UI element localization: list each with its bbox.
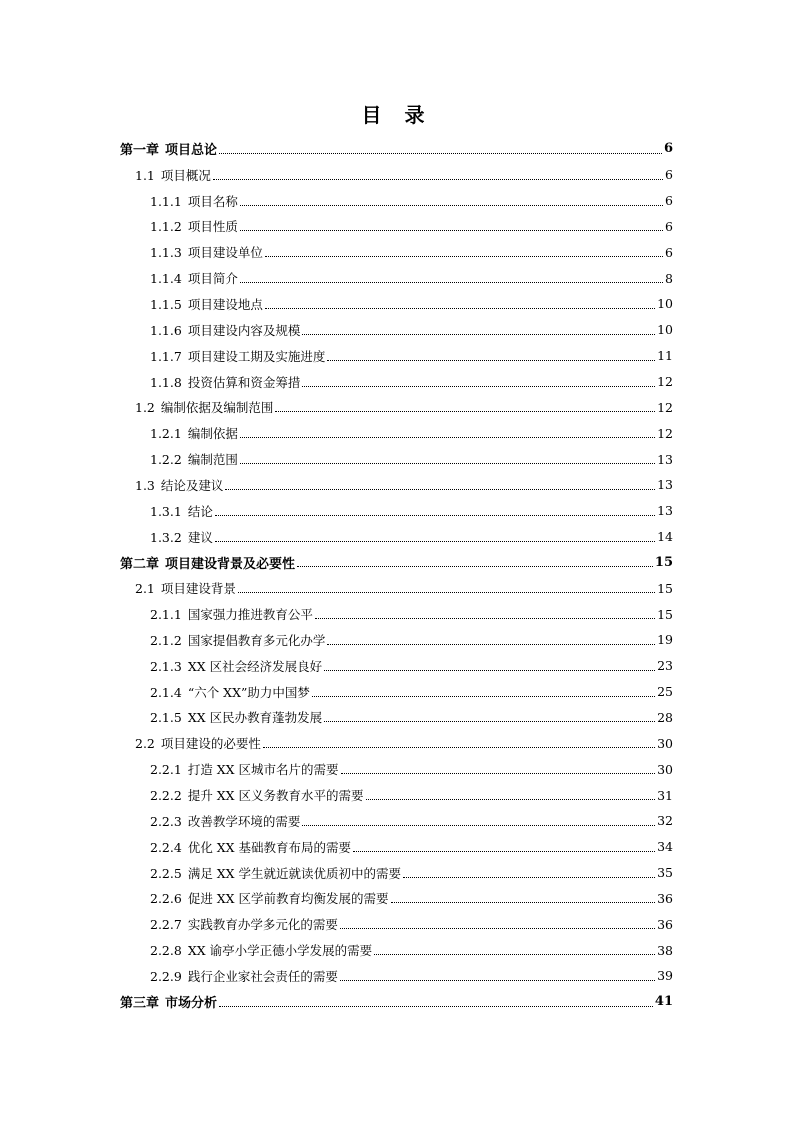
toc-entry-number: 2.2 [135,736,155,752]
toc-entry[interactable] [120,860,673,886]
dot-leader [324,669,655,671]
toc-page-number: 6 [665,167,673,183]
dot-leader [240,229,663,231]
toc-entry[interactable] [120,730,673,756]
toc-page-number: 12 [657,374,673,390]
toc-page-number: 34 [657,839,673,855]
toc-entry[interactable] [120,188,673,214]
dot-leader [302,333,655,335]
toc-entry-text: 投资估算和资金筹措 [187,374,301,390]
toc-entry-label [150,889,389,907]
toc-page-number: 10 [657,322,673,338]
toc-entry-text: 项目建设工期及实施进度 [187,348,326,364]
toc-entry-label [150,502,213,520]
toc-entry-number: 第三章 [120,996,160,1012]
dot-leader [219,152,662,154]
toc-entry-number: 2.2.5 [150,865,182,881]
toc-entry-number: 2.2.1 [150,762,182,778]
toc-page-number: 38 [657,942,673,958]
toc-entry-text: 践行企业家社会责任的需要 [187,968,338,984]
toc-entry-number: 1.1.6 [150,322,182,338]
dot-leader [302,824,655,826]
toc-entry-number: 1.3.1 [150,503,182,519]
dot-leader [297,565,653,567]
toc-entry-number: 2.1.5 [150,710,182,726]
toc-entry-text: 项目建设单位 [187,245,263,261]
toc-entry-label [150,605,313,623]
toc-page-number: 11 [657,348,673,364]
toc-entry-text: 优化 XX 基础教育布局的需要 [187,839,352,855]
toc-chapter-entry[interactable] [120,136,673,162]
toc-entry-label [150,631,325,649]
dot-leader [238,591,655,593]
toc-entry-text: 结论 [187,503,213,519]
toc-entry-text: 建议 [187,529,213,545]
toc-entry-label [150,812,300,830]
toc-page-number: 12 [657,425,673,441]
toc-page-number: 31 [657,787,673,803]
dot-leader [263,746,655,748]
toc-entry-number: 2.1.2 [150,632,182,648]
toc-entry-number: 1.1.2 [150,219,182,235]
toc-entry-text: 项目建设的必要性 [160,736,261,752]
toc-entry-text: 编制依据及编制范围 [160,400,274,416]
toc-entry-label [135,734,261,752]
toc-entry[interactable] [120,524,673,550]
toc-entry-label [135,166,211,184]
toc-entry[interactable] [120,343,673,369]
dot-leader [215,514,655,516]
toc-entry-text: XX 区社会经济发展良好 [187,658,323,674]
toc-entry-text: “六个 XX”助力中国梦 [187,684,310,700]
toc-entry[interactable] [120,911,673,937]
toc-entry-number: 2.2.6 [150,891,182,907]
toc-entry-label [150,373,300,391]
toc-entry-label [150,347,325,365]
toc-entry-text: 编制范围 [187,452,238,468]
toc-entry-number: 1.2.2 [150,452,182,468]
toc-entry-label [150,967,338,985]
toc-entry-number: 1.1.4 [150,271,182,287]
toc-entry-text: 促进 XX 区学前教育均衡发展的需要 [187,891,389,907]
dot-leader [341,772,656,774]
toc-page-number: 13 [657,451,673,467]
toc-page-number: 30 [657,761,673,777]
dot-leader [240,436,655,438]
toc-entry[interactable] [120,834,673,860]
toc-entry-text: 市场分析 [165,996,218,1012]
toc-entry-number: 1.1.3 [150,245,182,261]
toc-entry-text: 满足 XX 学生就近就读优质初中的需要 [187,865,402,881]
toc-page-number: 13 [657,503,673,519]
dot-leader [219,1005,653,1007]
toc-entry[interactable] [120,601,673,627]
toc-entry[interactable] [120,265,673,291]
toc-entry-label [150,864,401,882]
toc-entry[interactable] [120,653,673,679]
toc-entry-text: 提升 XX 区义务教育水平的需要 [187,788,364,804]
toc-chapter-entry[interactable] [120,989,673,1015]
toc-entry[interactable] [120,420,673,446]
toc-entry-number: 2.2.8 [150,943,182,959]
toc-entry-number: 1.1 [135,167,155,183]
toc-entry-label [150,528,213,546]
toc-entry-number: 1.1.1 [150,193,182,209]
toc-page-number: 41 [654,994,673,1010]
toc-entry[interactable] [120,394,673,420]
toc-entry-label [150,708,322,726]
toc-page-number: 36 [657,916,673,932]
toc-entry-number: 1.3.2 [150,529,182,545]
toc-entry-label [120,139,217,158]
toc-entry[interactable] [120,162,673,188]
toc-entry-text: 项目建设背景及必要性 [165,556,296,572]
document-title: 目 录 [361,103,433,127]
toc-entry-text: 打造 XX 区城市名片的需要 [187,762,339,778]
toc-entry-label [150,321,300,339]
toc-page-number: 19 [657,632,673,648]
toc-entry-number: 第一章 [120,143,160,159]
dot-leader [275,410,655,412]
toc-entry-number: 2.2.2 [150,788,182,804]
dot-leader [240,462,655,464]
toc-entry-label [150,424,238,442]
toc-entry[interactable] [120,756,673,782]
dot-leader [366,798,656,800]
dot-leader [225,488,655,490]
toc-entry-number: 2.1.3 [150,658,182,674]
toc-entry-number: 1.2.1 [150,426,182,442]
toc-entry-text: 项目建设背景 [160,581,236,597]
toc-page-number: 23 [657,658,673,674]
dot-leader [327,359,655,361]
toc-page-number: 6 [663,141,673,157]
toc-page-number: 6 [665,193,673,209]
toc-page-number: 6 [665,244,673,260]
toc-page-number: 12 [657,399,673,415]
toc-entry[interactable] [120,705,673,731]
toc-entry-label [150,915,338,933]
toc-entry-number: 2.1.1 [150,607,182,623]
toc-entry-text: 国家提倡教育多元化办学 [187,632,326,648]
toc-page-number: 32 [657,813,673,829]
toc-page-number: 15 [657,580,673,596]
toc-entry-label [135,398,273,416]
dot-leader [340,979,655,981]
toc-entry-label [150,243,263,261]
toc-entry[interactable] [120,291,673,317]
toc-entry[interactable] [120,575,673,601]
toc-entry-label [150,683,310,701]
toc-page-number: 10 [657,296,673,312]
toc-entry[interactable] [120,239,673,265]
dot-leader [391,901,656,903]
dot-leader [312,695,655,697]
toc-page-number: 15 [657,606,673,622]
toc-entry-number: 1.3 [135,477,155,493]
dot-leader [240,281,663,283]
toc-entry[interactable] [120,937,673,963]
dot-leader [240,204,663,206]
toc-entry[interactable] [120,808,673,834]
toc-entry-number: 2.2.4 [150,839,182,855]
toc-entry[interactable] [120,446,673,472]
dot-leader [213,178,663,180]
dot-leader [340,927,655,929]
toc-entry-label [135,476,223,494]
toc-entry-number: 第二章 [120,556,160,572]
toc-entry-text: XX 区民办教育蓬勃发展 [187,710,323,726]
toc-entry-label [150,450,238,468]
toc-entry-text: 编制依据 [187,426,238,442]
toc-entry-label [150,838,351,856]
toc-entry-text: 项目名称 [187,193,238,209]
toc-entry-label [150,786,364,804]
toc-page-number: 25 [657,684,673,700]
toc-entry-number: 2.2.7 [150,917,182,933]
toc-page-number: 14 [657,529,673,545]
toc-entry-number: 1.2 [135,400,155,416]
toc-page-number: 8 [665,270,673,286]
toc-entry-label [150,760,339,778]
toc-entry[interactable] [120,679,673,705]
toc-entry-label [135,579,236,597]
toc-entry[interactable] [120,317,673,343]
dot-leader [324,720,655,722]
toc-page-number: 30 [657,735,673,751]
toc-entry-label [150,192,238,210]
dot-leader [403,876,655,878]
toc-page-number: 36 [657,890,673,906]
toc-page-number: 13 [657,477,673,493]
toc-entry-text: 改善教学环境的需要 [187,813,301,829]
dot-leader [374,953,655,955]
toc-entry-number: 2.2.9 [150,968,182,984]
dot-leader [353,850,655,852]
toc-entry-label [120,553,295,572]
dot-leader [315,617,655,619]
toc-page-number: 15 [654,554,673,570]
toc-entry[interactable] [120,782,673,808]
toc-page-number: 6 [665,218,673,234]
dot-leader [302,385,655,387]
dot-leader [215,540,655,542]
toc-entry-text: 国家强力推进教育公平 [187,607,313,623]
toc-entry-number: 1.1.8 [150,374,182,390]
dot-leader [265,255,663,257]
toc-entry[interactable] [120,885,673,911]
toc-entry-number: 1.1.5 [150,296,182,312]
toc-entry[interactable] [120,369,673,395]
toc-entry[interactable] [120,214,673,240]
toc-page-number: 39 [657,968,673,984]
toc-chapter-entry[interactable] [120,550,673,576]
toc-entry-text: 项目性质 [187,219,238,235]
toc-entry-label [150,295,263,313]
toc-entry-number: 2.1 [135,581,155,597]
toc-page-number: 28 [657,709,673,725]
toc-entry-text: 项目概况 [160,167,211,183]
toc-page-number: 35 [657,865,673,881]
toc-entry-label [150,657,322,675]
toc-entry[interactable] [120,627,673,653]
dot-leader [265,307,655,309]
toc-entry-number: 2.1.4 [150,684,182,700]
toc-entry[interactable] [120,963,673,989]
table-of-contents [120,136,673,1015]
toc-entry-label [150,217,238,235]
toc-entry-number: 1.1.7 [150,348,182,364]
toc-entry-label [120,992,217,1011]
toc-entry-label [150,941,372,959]
toc-entry-number: 2.2.3 [150,813,182,829]
toc-entry-text: XX 谕亭小学正德小学发展的需要 [187,943,373,959]
toc-entry[interactable] [120,472,673,498]
toc-entry-label [150,269,238,287]
toc-entry-text: 项目总论 [165,143,218,159]
dot-leader [327,643,655,645]
toc-entry-text: 实践教育办学多元化的需要 [187,917,338,933]
toc-entry-text: 项目建设内容及规模 [187,322,301,338]
toc-entry-text: 结论及建议 [160,477,224,493]
toc-entry-text: 项目简介 [187,271,238,287]
toc-entry[interactable] [120,498,673,524]
toc-entry-text: 项目建设地点 [187,296,263,312]
